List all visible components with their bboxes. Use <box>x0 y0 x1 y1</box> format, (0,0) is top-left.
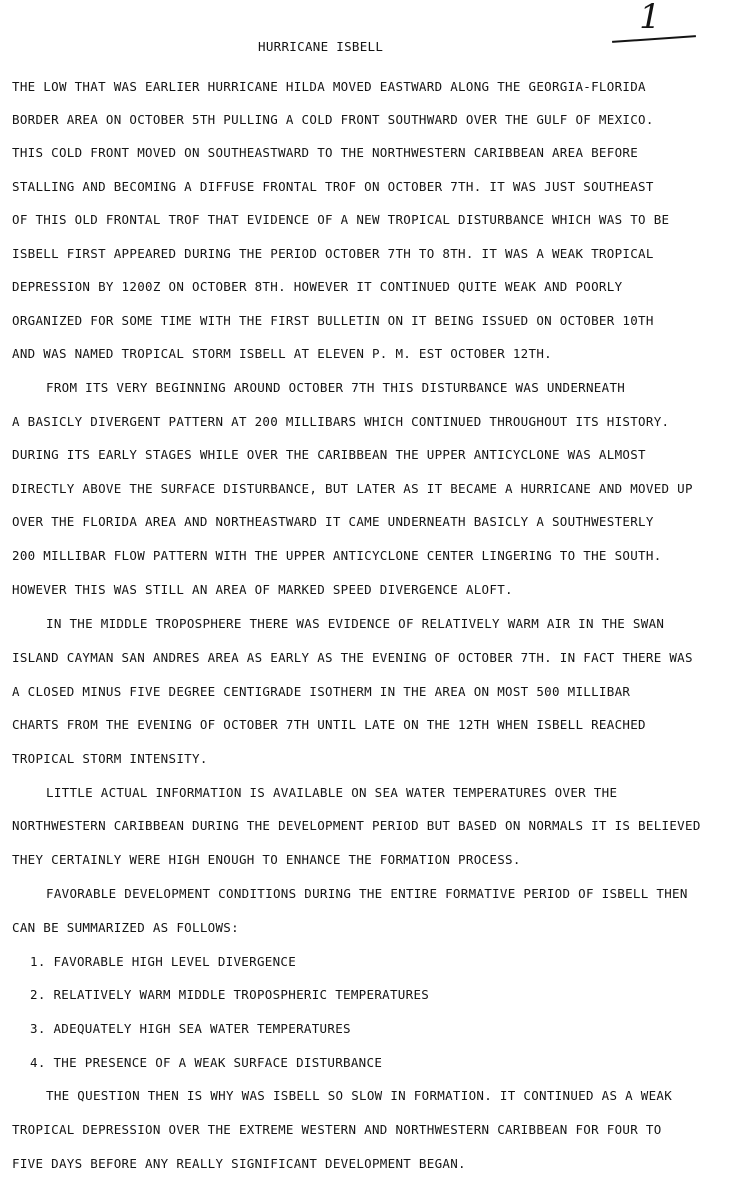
text-line: OVER THE FLORIDA AREA AND NORTHEASTWARD IT CAME UNDERNEATH BASICLY A SOUTHWESTERLY <box>12 514 654 529</box>
text-line: THEY CERTAINLY WERE HIGH ENOUGH TO ENHANCE THE FORMATION PROCESS. <box>12 852 521 867</box>
page-number: 1 <box>639 0 661 37</box>
text-line: FAVORABLE DEVELOPMENT CONDITIONS DURING THE ENTIRE FORMATIVE PERIOD OF ISBELL THEN <box>46 886 688 901</box>
text-line: THE QUESTION THEN IS WHY WAS ISBELL SO SLOW IN FORMATION. IT CONTINUED AS A WEAK <box>46 1088 673 1103</box>
text-line: DURING ITS EARLY STAGES WHILE OVER THE CARIBBEAN THE UPPER ANTICYCLONE WAS ALMOST <box>12 447 646 462</box>
text-line: FROM ITS VERY BEGINNING AROUND OCTOBER 7TH THIS DISTURBANCE WAS UNDERNEATH <box>46 380 626 395</box>
text-line: OF THIS OLD FRONTAL TROF THAT EVIDENCE OF A NEW TROPICAL DISTURBANCE WHICH WAS TO BE <box>12 212 670 227</box>
text-line: ISLAND CAYMAN SAN ANDRES AREA AS EARLY AS THE EVENING OF OCTOBER 7TH. IN FACT THERE WAS <box>12 650 693 665</box>
text-line: A BASICLY DIVERGENT PATTERN AT 200 MILLIBARS WHICH CONTINUED THROUGHOUT ITS HISTORY. <box>12 414 670 429</box>
text-line: TROPICAL STORM INTENSITY. <box>12 751 208 766</box>
text-line: DEPRESSION BY 1200Z ON OCTOBER 8TH. HOWEVER IT CONTINUED QUITE WEAK AND POORLY <box>12 279 623 294</box>
text-line: AND WAS NAMED TROPICAL STORM ISBELL AT ELEVEN P. M. EST OCTOBER 12TH. <box>12 346 552 361</box>
text-line: ORGANIZED FOR SOME TIME WITH THE FIRST BULLETIN ON IT BEING ISSUED ON OCTOBER 10TH <box>12 313 654 328</box>
list-item: 3. ADEQUATELY HIGH SEA WATER TEMPERATURES <box>30 1021 351 1036</box>
text-line: A CLOSED MINUS FIVE DEGREE CENTIGRADE ISOTHERM IN THE AREA ON MOST 500 MILLIBAR <box>12 684 631 699</box>
text-line: DIRECTLY ABOVE THE SURFACE DISTURBANCE, BUT LATER AS IT BECAME A HURRICANE AND MOVED UP <box>12 481 693 496</box>
text-line: FIVE DAYS BEFORE ANY REALLY SIGNIFICANT DEVELOPMENT BEGAN. <box>12 1156 466 1171</box>
text-line: HOWEVER THIS WAS STILL AN AREA OF MARKED SPEED DIVERGENCE ALOFT. <box>12 582 513 597</box>
text-line: BORDER AREA ON OCTOBER 5TH PULLING A COLD FRONT SOUTHWARD OVER THE GULF OF MEXICO. <box>12 112 654 127</box>
text-line: CHARTS FROM THE EVENING OF OCTOBER 7TH UNTIL LATE ON THE 12TH WHEN ISBELL REACHED <box>12 717 646 732</box>
text-line: THE LOW THAT WAS EARLIER HURRICANE HILDA MOVED EASTWARD ALONG THE GEORGIA-FLORIDA <box>12 79 646 94</box>
text-line: CAN BE SUMMARIZED AS FOLLOWS: <box>12 920 239 935</box>
text-line: TROPICAL DEPRESSION OVER THE EXTREME WESTERN AND NORTHWESTERN CARIBBEAN FOR FOUR TO <box>12 1122 662 1137</box>
list-item: 2. RELATIVELY WARM MIDDLE TROPOSPHERIC TEMPERATURES <box>30 987 430 1002</box>
text-line: IN THE MIDDLE TROPOSPHERE THERE WAS EVIDENCE OF RELATIVELY WARM AIR IN THE SWAN <box>46 616 665 631</box>
text-line: 200 MILLIBAR FLOW PATTERN WITH THE UPPER ANTICYCLONE CENTER LINGERING TO THE SOUTH. <box>12 548 662 563</box>
text-line: STALLING AND BECOMING A DIFFUSE FRONTAL TROF ON OCTOBER 7TH. IT WAS JUST SOUTHEAST <box>12 179 654 194</box>
text-line: NORTHWESTERN CARIBBEAN DURING THE DEVELOPMENT PERIOD BUT BASED ON NORMALS IT IS BELIEVED <box>12 818 701 833</box>
text-line: THIS COLD FRONT MOVED ON SOUTHEASTWARD TO THE NORTHWESTERN CARIBBEAN AREA BEFORE <box>12 145 639 160</box>
text-line: LITTLE ACTUAL INFORMATION IS AVAILABLE ON SEA WATER TEMPERATURES OVER THE <box>46 785 618 800</box>
document-title: HURRICANE ISBELL <box>258 39 384 54</box>
list-item: 1. FAVORABLE HIGH LEVEL DIVERGENCE <box>30 954 297 969</box>
text-line: ISBELL FIRST APPEARED DURING THE PERIOD OCTOBER 7TH TO 8TH. IT WAS A WEAK TROPICAL <box>12 246 654 261</box>
list-item: 4. THE PRESENCE OF A WEAK SURFACE DISTURBANCE <box>30 1055 383 1070</box>
